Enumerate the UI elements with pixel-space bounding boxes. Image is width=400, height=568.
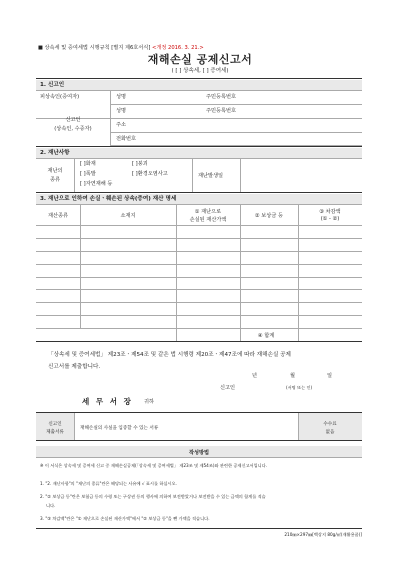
rule — [36, 90, 362, 91]
address-label: 주소 — [116, 122, 127, 128]
month-label: 월 — [290, 373, 296, 379]
deceased-label: 피상속인(증여자) — [40, 94, 80, 100]
reporter-label: 신고인 — [65, 117, 81, 123]
declaration-text-1: 「상속세 및 증여세법」 제23조ㆍ제54조 및 같은 법 시행령 제20조ㆍ제47조에 따라 재해손실 공제 — [48, 352, 291, 358]
col-property-kind: 재산종류 — [47, 213, 69, 219]
section-2-heading: 2. 재난사항 — [36, 148, 362, 158]
table-column-line — [80, 204, 81, 328]
option-explosion-checkbox[interactable]: [ ]폭발 — [80, 171, 96, 177]
section-3-heading: 3. 재난으로 인하여 손실ㆍ훼손된 상속(증여) 재산 명세 — [36, 194, 362, 204]
table-row-line — [36, 315, 362, 316]
fee-label: 수수료 — [323, 422, 337, 427]
table-row-line — [36, 264, 362, 265]
declaration-text-2: 신고서를 제출합니다. — [48, 364, 101, 370]
attachment-content: 재해손실의 사실을 입증할 수 있는 서류 — [80, 426, 159, 431]
paper-spec: 210㎜×297㎜[백상지 80g/㎡(재활용품)] — [284, 532, 362, 537]
form-legal-reference: ■ 상속세 및 증여세법 시행규칙 [별지 제6호서식] <개정 2016. 3. 21.> — [38, 45, 204, 51]
reporter-name-label: 성명 — [116, 108, 127, 114]
option-collapse-checkbox[interactable]: [ ]붕괴 — [132, 161, 148, 167]
revision-date: <개정 2016. 3. 21.> — [152, 45, 204, 51]
form-title: 재해손실 공제신고서 — [147, 53, 253, 66]
rule — [36, 457, 362, 458]
col-loss-amount: ① 재난으로 — [194, 209, 222, 215]
col-loss-amount-2: 손실된 재산가액 — [189, 217, 227, 223]
divider — [192, 158, 193, 192]
table-row-line — [36, 277, 362, 278]
reporter-role-label: (상속인, 수증자) — [54, 126, 92, 132]
total-label: ④ 합계 — [258, 333, 275, 339]
option-environment-checkbox[interactable]: [ ]환경오염사고 — [132, 171, 168, 177]
divider — [240, 158, 241, 192]
option-fire-checkbox[interactable]: [ ]화재 — [80, 161, 96, 167]
table-row-line — [36, 302, 362, 303]
attachment-label-2: 제출서류 — [46, 430, 64, 435]
fee-value: 없음 — [325, 430, 335, 435]
table-row-line — [36, 251, 362, 252]
instructions-item-2-cont: 니다. — [46, 503, 56, 508]
deceased-name-label: 성명 — [116, 94, 127, 100]
section-1-heading: 1. 신고인 — [36, 80, 362, 90]
phone-label: 전화번호 — [116, 136, 137, 142]
day-label: 일 — [327, 373, 333, 379]
table-row-line — [36, 289, 362, 290]
deceased-rrn-label: 주민등록번호 — [206, 94, 237, 100]
table-row-line — [36, 328, 362, 329]
divider — [74, 413, 75, 440]
instructions-item-2: 2. "② 보상금 등"란은 보험금 등의 수령 또는 구상권 등의 행사에 의하여 보전받았거나 보전받을 수 있는 금액의 합계를 적습 — [40, 494, 266, 499]
table-column-line — [240, 204, 241, 341]
option-natural-checkbox[interactable]: [ ]자연재해 등 — [80, 181, 113, 187]
rule — [110, 104, 362, 105]
instructions-heading: 작성방법 — [188, 450, 210, 456]
table-row-line — [36, 238, 362, 239]
disaster-type-label: 재난의 — [47, 168, 63, 174]
instructions-intro: ※ 이 서식은 상속세 및 증여세 신고 중 재해손실공제(「상속세 및 증여세법」 제23조 및 제54조)와 관련한 공제신고서입니다. — [40, 463, 268, 468]
disaster-type-label-2: 종류 — [49, 177, 61, 183]
rule — [36, 158, 362, 159]
tax-office-name: 세 무 서 장 — [82, 397, 133, 406]
col-difference-2: (① - ②) — [320, 216, 340, 222]
col-location: 소재지 — [120, 213, 136, 219]
reporter-rrn-label: 주민등록번호 — [206, 108, 237, 114]
rule — [110, 132, 362, 133]
rule-bottom — [36, 528, 362, 529]
table-row-line — [36, 225, 362, 226]
table-column-line — [298, 204, 299, 341]
divider — [74, 158, 75, 192]
attachment-label: 신고인 — [48, 422, 62, 427]
tax-type-selector[interactable]: ( [ ] 상속세, [ ] 증여세) — [171, 68, 229, 74]
instructions-item-1: 1. "2. 재난사항"의 "재난의 종류"란은 해당되는 사유에 √ 표시를 하십시오. — [40, 481, 177, 486]
year-label: 년 — [252, 373, 258, 379]
recipient-suffix: 귀하 — [144, 399, 155, 405]
divider — [110, 90, 111, 146]
col-difference: ③ 차감액 — [319, 209, 341, 215]
col-insurance: ② 보상금 등 — [255, 213, 283, 219]
instructions-item-3: 3. "③ 차감액"란은 "① 재난으로 손실된 재산가액"에서 "② 보상금 등"을 뺀 가액을 적습니다. — [40, 516, 210, 521]
disaster-date-label: 재난발생일 — [198, 173, 224, 179]
signature-field[interactable]: (서명 또는 인) — [286, 385, 313, 390]
reporter-signature-label: 신고인 — [220, 385, 236, 391]
rule-attachment-bottom — [36, 440, 362, 441]
rule — [36, 204, 362, 205]
table-column-line — [176, 204, 177, 341]
rule-section-3-end — [36, 341, 362, 342]
